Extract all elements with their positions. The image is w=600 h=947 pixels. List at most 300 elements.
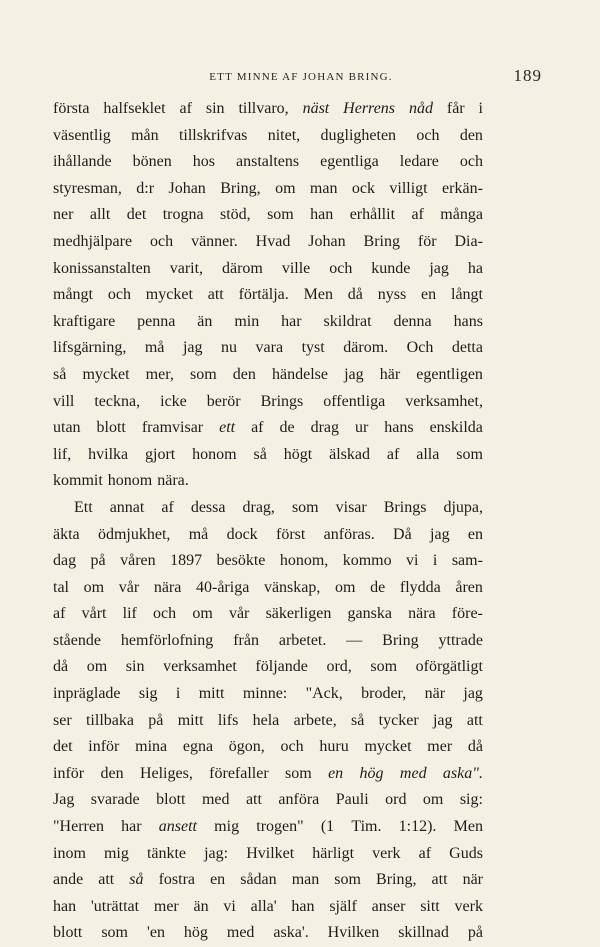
word: då <box>467 738 483 756</box>
word: hans <box>453 312 483 330</box>
word: dock <box>226 525 258 543</box>
word: mångt <box>53 286 93 304</box>
text-line <box>53 867 483 894</box>
word: "Ack, <box>305 685 343 703</box>
word: mina <box>135 738 168 756</box>
word: så <box>129 871 144 889</box>
word: då <box>347 286 363 304</box>
word: det <box>53 738 73 756</box>
text-line <box>53 335 483 362</box>
word: af <box>411 206 424 224</box>
word: det <box>126 206 147 224</box>
word: nyss <box>377 286 407 304</box>
word: högt <box>283 445 313 463</box>
word: visar <box>335 498 367 516</box>
word: som <box>334 871 361 889</box>
word: som <box>291 498 319 516</box>
word: mycket <box>364 738 412 756</box>
word: här <box>379 365 401 383</box>
word: trogen" <box>256 818 304 836</box>
word: arbete, <box>293 711 337 729</box>
word: ner <box>53 206 74 224</box>
text-line <box>53 415 483 442</box>
word: han <box>291 897 315 915</box>
word: dessa <box>190 498 226 516</box>
word: ledare <box>399 153 439 171</box>
word: lifs <box>217 711 239 729</box>
word: i <box>478 100 483 117</box>
word: med <box>399 764 427 782</box>
word: af <box>53 605 66 623</box>
word: händelse <box>271 365 328 383</box>
text-line <box>53 575 483 602</box>
word: ödmjukhet, <box>97 525 171 543</box>
word: att <box>245 791 262 809</box>
word: man <box>309 179 338 197</box>
word: må <box>144 339 165 357</box>
word: tyst <box>301 339 325 357</box>
word: besökte <box>216 552 266 570</box>
word: kraftigare <box>53 312 116 330</box>
word: vara <box>255 339 284 357</box>
word: sådan <box>240 871 277 889</box>
word: alla' <box>250 897 277 915</box>
word: blott <box>156 791 186 809</box>
word: nitet, <box>267 126 301 144</box>
word: aska". <box>442 764 483 782</box>
word: en <box>210 871 226 889</box>
word: anser <box>371 897 406 915</box>
word: allt <box>89 206 111 224</box>
word: sam- <box>451 552 483 570</box>
word: Guds <box>449 844 483 862</box>
page-number: 189 <box>513 66 542 85</box>
word: villigt <box>389 179 428 197</box>
word: varit, <box>169 259 204 277</box>
word: mycket <box>82 365 130 383</box>
word: så <box>53 365 67 383</box>
word: inpräglade <box>53 685 121 703</box>
text-line <box>53 442 483 469</box>
word: Bring, <box>220 179 261 197</box>
word: så <box>253 445 267 463</box>
word: dugligheten <box>320 126 397 144</box>
word: att <box>466 711 483 729</box>
word: Ett <box>74 498 93 516</box>
body-text <box>53 96 483 947</box>
word: att <box>207 286 224 304</box>
word: nu <box>221 339 238 357</box>
word: Johan <box>308 232 346 250</box>
word: djupa, <box>443 498 483 516</box>
word: själf <box>329 897 357 915</box>
word: anföras. <box>323 525 375 543</box>
word: om <box>275 179 296 197</box>
text-line <box>53 787 483 814</box>
word: då <box>53 658 69 676</box>
word: teckna, <box>94 392 141 410</box>
text-line <box>53 681 483 708</box>
text-line <box>53 841 483 868</box>
word: tänkte <box>146 844 187 862</box>
word: inför <box>88 738 120 756</box>
word: därom <box>222 259 263 277</box>
word: mån <box>131 126 159 144</box>
word: Bring <box>382 631 419 649</box>
text-line <box>53 468 483 495</box>
word: jag <box>463 685 483 703</box>
word: verksamhet <box>163 658 237 676</box>
word: sig: <box>459 791 483 809</box>
word: 'en <box>146 924 165 942</box>
word: sin <box>125 658 145 676</box>
word: dag <box>53 552 77 570</box>
word: med <box>201 791 230 809</box>
word: 'uträttat <box>90 897 140 915</box>
word: flydda <box>399 578 441 596</box>
word: den <box>100 764 124 782</box>
word: lif, <box>53 445 72 463</box>
word: inom <box>53 844 86 862</box>
word: jag <box>429 259 449 277</box>
word: utan <box>53 419 81 437</box>
word: konissanstalten <box>53 259 151 277</box>
word: enskilda <box>429 419 483 437</box>
word: ihållande <box>53 153 112 171</box>
word: inför <box>53 764 85 782</box>
word: honom <box>192 445 237 463</box>
word: arbetet. <box>278 631 327 649</box>
word: sin <box>205 100 225 117</box>
word: jag: <box>204 844 229 862</box>
word: och <box>150 232 174 250</box>
word: af <box>418 844 432 862</box>
word: af <box>179 100 192 117</box>
word: åren <box>455 578 483 596</box>
word: ord, <box>326 658 352 676</box>
word: Men <box>303 286 333 304</box>
text-line <box>53 814 483 841</box>
word: (1 <box>320 818 335 836</box>
word: på <box>467 924 483 942</box>
text-line <box>53 309 483 336</box>
word: honom <box>107 472 153 490</box>
word: af <box>251 419 264 437</box>
text-line <box>53 522 483 549</box>
word: verk <box>454 897 483 915</box>
word: vår <box>118 578 140 596</box>
word: i <box>175 685 181 703</box>
word: när <box>462 871 483 889</box>
word: de <box>279 419 295 437</box>
word: Brings <box>383 498 427 516</box>
word: som <box>101 924 128 942</box>
word: halfseklet <box>103 100 166 117</box>
word: om <box>422 791 444 809</box>
word: som <box>189 365 217 383</box>
word: Pauli <box>335 791 369 809</box>
word: anstaltens <box>236 153 300 171</box>
word: vill <box>53 392 75 410</box>
text-line <box>53 548 483 575</box>
word: än <box>197 312 213 330</box>
word: nåd <box>408 100 433 117</box>
word: mer <box>427 738 453 756</box>
word: styresman, <box>53 179 122 197</box>
word: ord <box>385 791 407 809</box>
word: nära <box>153 578 182 596</box>
word: tycker <box>378 711 419 729</box>
word: säkerligen <box>265 605 332 623</box>
word: hos <box>192 153 216 171</box>
text-line <box>53 176 483 203</box>
text-line <box>53 628 483 655</box>
word: ha <box>467 259 483 277</box>
word: Hvad <box>255 232 291 250</box>
text-line <box>53 362 483 389</box>
word: ande <box>53 871 84 889</box>
word: Heliges, <box>139 764 193 782</box>
word: som <box>370 658 398 676</box>
word: därom. <box>343 339 389 357</box>
word: hemförlofning <box>120 631 214 649</box>
word: följande <box>255 658 308 676</box>
word: man <box>291 871 320 889</box>
word: med <box>226 924 255 942</box>
word: ville <box>281 259 311 277</box>
word: en <box>467 525 483 543</box>
word: jag <box>432 711 453 729</box>
word: förefaller <box>209 764 269 782</box>
word: penna <box>137 312 176 330</box>
word: så <box>351 711 365 729</box>
text-line <box>53 920 483 947</box>
word: Och <box>406 339 434 357</box>
word: berör <box>206 392 241 410</box>
word: ser <box>53 711 72 729</box>
text-line <box>53 96 483 123</box>
word: jag <box>182 339 203 357</box>
text-line <box>53 123 483 150</box>
word: bönen <box>132 153 172 171</box>
word: egna <box>182 738 214 756</box>
word: skillnad <box>398 924 449 942</box>
word: en <box>421 286 437 304</box>
word: 40-åriga <box>195 578 250 596</box>
word: denna <box>393 312 432 330</box>
word: mer, <box>145 365 174 383</box>
word: jag <box>430 525 450 543</box>
word: vårt <box>81 605 107 623</box>
word: att <box>98 871 115 889</box>
word: från <box>233 631 259 649</box>
word: våren <box>120 552 156 570</box>
word: min <box>234 312 260 330</box>
word: må <box>188 525 209 543</box>
word: framvisar <box>141 419 204 437</box>
word: alla <box>416 445 440 463</box>
word: kommit <box>53 472 103 490</box>
word: och <box>153 605 177 623</box>
word: honom, <box>279 552 329 570</box>
word: broder, <box>361 685 407 703</box>
word: kommo <box>342 552 392 570</box>
word: hög <box>183 924 208 942</box>
word: ansett <box>158 818 197 836</box>
word: tillskrifvas <box>178 126 248 144</box>
word: drag, <box>242 498 275 516</box>
word: aska'. <box>273 924 309 942</box>
word: nära <box>408 605 436 623</box>
word: vi <box>223 897 236 915</box>
word: stöd, <box>219 206 251 224</box>
text-line <box>53 654 483 681</box>
word: "Herren <box>53 818 104 836</box>
word: ur <box>354 419 369 437</box>
word: Herrens <box>343 100 396 117</box>
word: ögon, <box>228 738 265 756</box>
word: om <box>192 605 213 623</box>
word: erhållit <box>349 206 396 224</box>
text-line <box>53 229 483 256</box>
word: långt <box>451 286 483 304</box>
word: ett <box>219 419 236 437</box>
word: oförgätligt <box>415 658 483 676</box>
word: han <box>53 897 77 915</box>
word: egentligen <box>416 365 483 383</box>
word: på <box>148 711 164 729</box>
word: och <box>329 259 353 277</box>
word: i <box>432 552 438 570</box>
word: 1897 <box>170 552 203 570</box>
word: blott <box>96 419 126 437</box>
word: om <box>335 578 356 596</box>
word: förtälja. <box>238 286 289 304</box>
word: Bring <box>363 232 400 250</box>
text-line <box>53 149 483 176</box>
word: drag <box>310 419 339 437</box>
word: ganska <box>347 605 392 623</box>
word: och <box>459 153 483 171</box>
word: icke <box>160 392 187 410</box>
word: jag <box>344 365 364 383</box>
word: stående <box>53 631 101 649</box>
word: och <box>416 126 440 144</box>
text-line <box>53 495 483 522</box>
running-header <box>52 66 550 86</box>
word: svarade <box>90 791 140 809</box>
word: för <box>417 232 437 250</box>
word: detta <box>451 339 483 357</box>
word: Dia- <box>454 232 483 250</box>
word: på <box>90 552 106 570</box>
word: Jag <box>53 791 75 809</box>
word: om <box>83 578 105 596</box>
word: hög <box>359 764 384 782</box>
word: och <box>280 738 304 756</box>
word: Brings <box>260 392 304 410</box>
word: hela <box>252 711 280 729</box>
text-line <box>53 761 483 788</box>
text-line <box>53 256 483 283</box>
text-line <box>53 708 483 735</box>
word: annat <box>109 498 145 516</box>
word: Hvilket <box>246 844 295 862</box>
word: om <box>86 658 108 676</box>
word: d:r <box>136 179 155 197</box>
word: näst <box>302 100 330 117</box>
word: af <box>386 445 400 463</box>
word: får <box>446 100 465 117</box>
word: nära. <box>157 472 189 490</box>
word: Hvilken <box>327 924 380 942</box>
word: har <box>281 312 302 330</box>
word: egentliga <box>320 153 379 171</box>
word: som <box>285 764 312 782</box>
word: vänner. <box>191 232 238 250</box>
word: hvilka <box>88 445 129 463</box>
word: hans <box>384 419 414 437</box>
word: när <box>424 685 446 703</box>
word: offentliga <box>323 392 386 410</box>
word: huru <box>319 738 349 756</box>
word: Tim. <box>351 818 382 836</box>
word: Johan <box>168 179 206 197</box>
word: härligt <box>312 844 355 862</box>
word: Men <box>453 818 483 836</box>
word: af <box>161 498 174 516</box>
word: mitt <box>177 711 204 729</box>
word: lifsgärning, <box>53 339 127 357</box>
word: vi <box>406 552 419 570</box>
text-line <box>53 601 483 628</box>
word: Då <box>393 525 412 543</box>
word: gjort <box>145 445 176 463</box>
word: tal <box>53 578 69 596</box>
word: den <box>459 126 483 144</box>
word: mitt <box>198 685 225 703</box>
word: Bring, <box>376 871 417 889</box>
word: älskad <box>329 445 370 463</box>
word: som <box>456 445 483 463</box>
word: de <box>370 578 386 596</box>
word: han <box>310 206 334 224</box>
word: vår <box>228 605 250 623</box>
word: före- <box>451 605 483 623</box>
word: skildrat <box>323 312 372 330</box>
word: många <box>440 206 483 224</box>
word: först <box>276 525 306 543</box>
word: verksamhet, <box>405 392 483 410</box>
word: har <box>121 818 142 836</box>
word: anföra <box>278 791 320 809</box>
word: tillbaka <box>85 711 134 729</box>
word: minne: <box>242 685 288 703</box>
text-line <box>53 734 483 761</box>
word: mig <box>103 844 129 862</box>
word: mig <box>214 818 240 836</box>
word: än <box>193 897 209 915</box>
word: som <box>267 206 294 224</box>
word: mer <box>153 897 179 915</box>
word: mycket <box>145 286 193 304</box>
word: — <box>346 631 363 649</box>
word: fostra <box>158 871 196 889</box>
word: vänskap, <box>263 578 321 596</box>
word: lif <box>122 605 137 623</box>
word: sig <box>138 685 158 703</box>
word: ock <box>351 179 375 197</box>
